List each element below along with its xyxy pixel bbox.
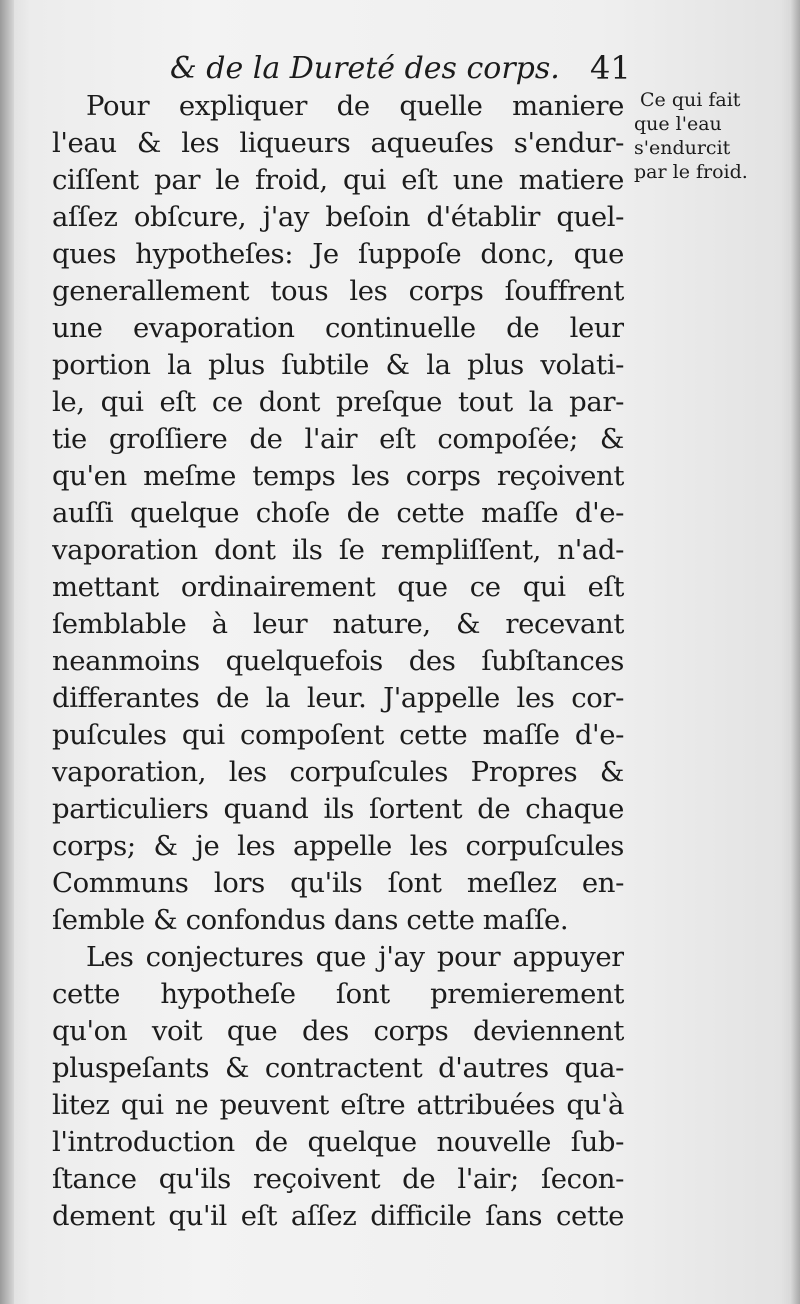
text-line: portion la plus ſubtile & la plus volati- (52, 349, 624, 381)
margin-note-line: par le froid. (634, 161, 748, 183)
text-line: generallement tous les corps ſouffrent (52, 275, 624, 307)
margin-note-line: Ce qui fait (640, 89, 741, 111)
text-line: differantes de la leur. J'appelle les cor- (52, 682, 624, 714)
paragraph-1 (52, 88, 624, 939)
page-gutter-shadow (0, 0, 14, 1304)
paragraph-2 (52, 939, 624, 1235)
text-line: une evaporation continuelle de leur (52, 312, 624, 344)
running-header: & de la Dureté des corps. (170, 51, 560, 86)
text-line: aſſez obſcure, j'ay beſoin d'établir quel- (52, 201, 624, 233)
text-line: Pour expliquer de quelle maniere (86, 90, 624, 122)
text-line: Communs lors qu'ils ſont meſlez en- (52, 867, 624, 899)
text-line: ſemble & confondus dans cette maſſe. (52, 904, 569, 936)
text-line: ſtance qu'ils reçoivent de l'air; ſecon- (52, 1163, 624, 1195)
text-line: ques hypotheſes: Je ſuppoſe donc, que (52, 238, 624, 270)
text-line: vaporation dont ils ſe rempliſſent, n'ad- (52, 534, 624, 566)
text-line: puſcules qui compoſent cette maſſe d'e- (52, 719, 624, 751)
margin-note (634, 88, 774, 184)
text-line: qu'en meſme temps les corps reçoivent (52, 460, 624, 492)
text-line: dement qu'il eſt aſſez difficile ſans cette (52, 1200, 624, 1232)
text-line: ſemblable à leur nature, & recevant (52, 608, 624, 640)
text-line: l'introduction de quelque nouvelle ſub- (52, 1126, 624, 1158)
text-line: particuliers quand ils ſortent de chaque (52, 793, 624, 825)
text-line: l'eau & les liqueurs aqueuſes s'endur- (52, 127, 624, 159)
margin-note-line: que l'eau (634, 113, 722, 135)
body-text (52, 88, 624, 1235)
text-line: litez qui ne peuvent eſtre attribuées qu'à (52, 1089, 624, 1121)
text-line: tie groſſiere de l'air eſt compoſée; & (52, 423, 624, 455)
text-line: ciſſent par le froid, qui eſt une matiere (52, 164, 624, 196)
text-line: neanmoins quelquefois des ſubſtances (52, 645, 624, 677)
text-line: pluspeſants & contractent d'autres qua- (52, 1052, 624, 1084)
page-edge-shadow (790, 0, 800, 1304)
text-line: vaporation, les corpuſcules Propres & (52, 756, 624, 788)
text-line: mettant ordinairement que ce qui eſt (52, 571, 624, 603)
text-line: qu'on voit que des corps deviennent (52, 1015, 624, 1047)
text-line: cette hypotheſe ſont premierement (52, 978, 624, 1010)
text-line: Les conjectures que j'ay pour appuyer (86, 941, 624, 973)
page-number: 41 (590, 49, 631, 87)
margin-note-line: s'endurcit (634, 137, 731, 159)
text-line: corps; & je les appelle les corpuſcules (52, 830, 624, 862)
text-line: le, qui eſt ce dont preſque tout la par- (52, 386, 624, 418)
text-line: auſſi quelque choſe de cette maſſe d'e- (52, 497, 624, 529)
